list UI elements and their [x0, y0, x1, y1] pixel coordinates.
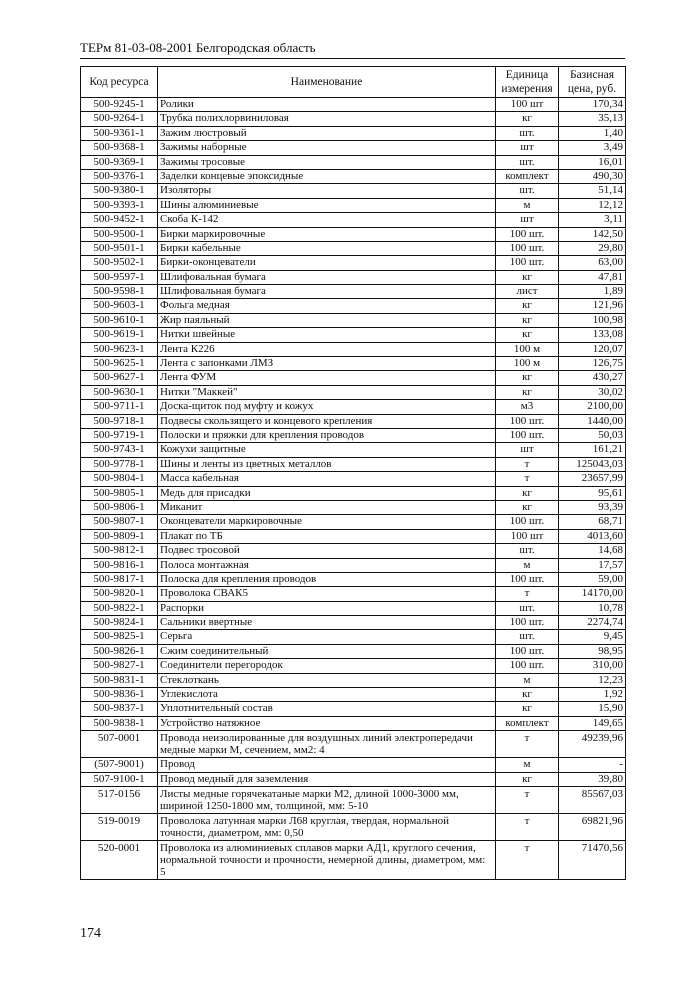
cell-code: 500-9805-1 — [81, 486, 158, 500]
cell-code: 500-9619-1 — [81, 328, 158, 342]
cell-unit: 100 шт. — [496, 572, 559, 586]
cell-name: Провод медный для заземления — [158, 772, 496, 786]
cell-code: 500-9826-1 — [81, 644, 158, 658]
cell-name: Сальники ввертные — [158, 616, 496, 630]
cell-code: 500-9368-1 — [81, 141, 158, 155]
cell-name: Зажимы наборные — [158, 141, 496, 155]
cell-price: 47,81 — [559, 270, 626, 284]
cell-name: Скоба К-142 — [158, 213, 496, 227]
cell-unit: кг — [496, 328, 559, 342]
column-header-unit — [496, 67, 559, 98]
table-row — [81, 112, 626, 126]
table-row — [81, 644, 626, 658]
cell-name: Жир паяльный — [158, 313, 496, 327]
cell-code: 500-9603-1 — [81, 299, 158, 313]
cell-price: 120,07 — [559, 342, 626, 356]
cell-name: Ролики — [158, 98, 496, 112]
table-row — [81, 515, 626, 529]
table-row — [81, 659, 626, 673]
cell-code: 519-0019 — [81, 813, 158, 840]
column-header-unit-line1: Единица — [505, 69, 549, 81]
cell-unit: шт. — [496, 126, 559, 140]
cell-code: 500-9627-1 — [81, 371, 158, 385]
table-row — [81, 342, 626, 356]
cell-name: Зажим люстровый — [158, 126, 496, 140]
cell-code: 507-0001 — [81, 731, 158, 758]
table-row — [81, 299, 626, 313]
cell-code: 500-9610-1 — [81, 313, 158, 327]
cell-name: Миканит — [158, 500, 496, 514]
cell-unit: т — [496, 813, 559, 840]
table-row — [81, 840, 626, 879]
cell-price: 9,45 — [559, 630, 626, 644]
cell-unit: шт. — [496, 630, 559, 644]
cell-name: Распорки — [158, 601, 496, 615]
cell-unit: м — [496, 758, 559, 772]
cell-code: 500-9719-1 — [81, 428, 158, 442]
cell-unit: шт — [496, 141, 559, 155]
table-row — [81, 371, 626, 385]
cell-code: 500-9501-1 — [81, 241, 158, 255]
table-row — [81, 587, 626, 601]
cell-code: 500-9817-1 — [81, 572, 158, 586]
cell-name: Проволока латунная марки Л68 круглая, твердая, нормальной точности, диаметром, мм: 0,50 — [158, 813, 496, 840]
cell-name: Полоски и пряжки для крепления проводов — [158, 428, 496, 442]
cell-unit: м — [496, 673, 559, 687]
cell-name: Трубка полихлорвиниловая — [158, 112, 496, 126]
cell-name: Шины алюминиевые — [158, 198, 496, 212]
cell-price: 1440,00 — [559, 414, 626, 428]
cell-code: 500-9264-1 — [81, 112, 158, 126]
cell-price: 100,98 — [559, 313, 626, 327]
cell-unit: кг — [496, 371, 559, 385]
cell-code: 500-9838-1 — [81, 716, 158, 730]
cell-code: 500-9743-1 — [81, 443, 158, 457]
cell-unit: 100 м — [496, 357, 559, 371]
table-row — [81, 616, 626, 630]
cell-code: 500-9809-1 — [81, 529, 158, 543]
cell-code: 520-0001 — [81, 840, 158, 879]
cell-unit: 100 шт. — [496, 241, 559, 255]
cell-price: 2274,74 — [559, 616, 626, 630]
cell-unit: шт — [496, 213, 559, 227]
cell-name: Заделки концевые эпоксидные — [158, 169, 496, 183]
cell-name: Серьга — [158, 630, 496, 644]
cell-code: 500-9820-1 — [81, 587, 158, 601]
cell-price: 142,50 — [559, 227, 626, 241]
cell-unit: шт. — [496, 601, 559, 615]
cell-price: 30,02 — [559, 385, 626, 399]
table-row — [81, 772, 626, 786]
cell-code: 500-9361-1 — [81, 126, 158, 140]
cell-name: Изоляторы — [158, 184, 496, 198]
table-row — [81, 141, 626, 155]
cell-price: 170,34 — [559, 98, 626, 112]
cell-name: Масса кабельная — [158, 472, 496, 486]
page-header: ТЕРм 81-03-08-2001 Белгородская область — [80, 40, 316, 55]
table-row — [81, 227, 626, 241]
resource-price-table — [80, 66, 626, 880]
cell-code: 500-9816-1 — [81, 558, 158, 572]
cell-name: Бирки кабельные — [158, 241, 496, 255]
cell-name: Полоска для крепления проводов — [158, 572, 496, 586]
cell-name: Плакат по ТБ — [158, 529, 496, 543]
cell-price: 310,00 — [559, 659, 626, 673]
column-header-unit-line2: измерения — [501, 83, 553, 95]
table-row — [81, 630, 626, 644]
cell-code: 500-9812-1 — [81, 544, 158, 558]
cell-price: 15,90 — [559, 702, 626, 716]
cell-price: 50,03 — [559, 428, 626, 442]
cell-unit: кг — [496, 702, 559, 716]
cell-code: 500-9804-1 — [81, 472, 158, 486]
cell-name: Соединители перегородок — [158, 659, 496, 673]
cell-name: Фольга медная — [158, 299, 496, 313]
cell-code: 500-9630-1 — [81, 385, 158, 399]
cell-code: 500-9711-1 — [81, 400, 158, 414]
table-row — [81, 673, 626, 687]
table-row — [81, 270, 626, 284]
cell-unit: 100 шт. — [496, 515, 559, 529]
cell-name: Лента с запонками ЛМЗ — [158, 357, 496, 371]
cell-code: 500-9831-1 — [81, 673, 158, 687]
cell-code: 500-9598-1 — [81, 285, 158, 299]
table-row — [81, 256, 626, 270]
cell-price: 2100,00 — [559, 400, 626, 414]
cell-name: Полоса монтажная — [158, 558, 496, 572]
table-row — [81, 126, 626, 140]
table-row — [81, 313, 626, 327]
cell-unit: комплект — [496, 716, 559, 730]
cell-unit: кг — [496, 772, 559, 786]
cell-price: 149,65 — [559, 716, 626, 730]
cell-name: Лента ФУМ — [158, 371, 496, 385]
table-row — [81, 98, 626, 112]
cell-price: 3,11 — [559, 213, 626, 227]
cell-name: Кожухи защитные — [158, 443, 496, 457]
cell-price: 14,68 — [559, 544, 626, 558]
cell-name: Шлифовальная бумага — [158, 270, 496, 284]
cell-unit: 100 шт. — [496, 616, 559, 630]
column-header-price — [559, 67, 626, 98]
table-row — [81, 241, 626, 255]
column-header-price-line2: цена, руб. — [567, 83, 617, 95]
cell-price: 1,40 — [559, 126, 626, 140]
table-row — [81, 529, 626, 543]
table-row — [81, 443, 626, 457]
cell-code: 500-9778-1 — [81, 457, 158, 471]
cell-name: Подвесы скользящего и концевого крепления — [158, 414, 496, 428]
table-row — [81, 472, 626, 486]
table-row — [81, 813, 626, 840]
table-row — [81, 169, 626, 183]
cell-name: Подвес тросовой — [158, 544, 496, 558]
cell-code: 500-9836-1 — [81, 688, 158, 702]
table-row — [81, 155, 626, 169]
cell-price: 63,00 — [559, 256, 626, 270]
cell-name: Устройство натяжное — [158, 716, 496, 730]
cell-code: 500-9824-1 — [81, 616, 158, 630]
table-row — [81, 716, 626, 730]
cell-price: 95,61 — [559, 486, 626, 500]
cell-price: 430,27 — [559, 371, 626, 385]
cell-unit: 100 м — [496, 342, 559, 356]
cell-name: Нитки "Маккей" — [158, 385, 496, 399]
cell-code: 500-9837-1 — [81, 702, 158, 716]
cell-price: - — [559, 758, 626, 772]
cell-price: 125043,03 — [559, 457, 626, 471]
cell-price: 69821,96 — [559, 813, 626, 840]
cell-unit: т — [496, 587, 559, 601]
cell-unit: 100 шт — [496, 529, 559, 543]
cell-price: 85567,03 — [559, 786, 626, 813]
cell-unit: кг — [496, 313, 559, 327]
cell-price: 71470,56 — [559, 840, 626, 879]
cell-unit: кг — [496, 500, 559, 514]
cell-name: Проволока из алюминиевых сплавов марки АД1, круглого сечения, нормальной точности и прочности, немерной длины, диаметром, мм: 5 — [158, 840, 496, 879]
table-row — [81, 414, 626, 428]
cell-unit: комплект — [496, 169, 559, 183]
cell-name: Шины и ленты из цветных металлов — [158, 457, 496, 471]
cell-code: 500-9380-1 — [81, 184, 158, 198]
cell-code: 500-9502-1 — [81, 256, 158, 270]
cell-code: 500-9625-1 — [81, 357, 158, 371]
cell-name: Бирки-оконцеватели — [158, 256, 496, 270]
cell-price: 59,00 — [559, 572, 626, 586]
cell-unit: м3 — [496, 400, 559, 414]
cell-code: 500-9376-1 — [81, 169, 158, 183]
table-header-row — [81, 67, 626, 98]
cell-code: 517-0156 — [81, 786, 158, 813]
column-header-name: Наименование — [158, 67, 496, 98]
cell-price: 35,13 — [559, 112, 626, 126]
table-row — [81, 544, 626, 558]
table-row — [81, 400, 626, 414]
cell-unit: кг — [496, 486, 559, 500]
page-number: 174 — [80, 926, 101, 941]
cell-name: Доска-щиток под муфту и кожух — [158, 400, 496, 414]
cell-unit: лист — [496, 285, 559, 299]
cell-name: Лента К226 — [158, 342, 496, 356]
table-row — [81, 702, 626, 716]
cell-unit: т — [496, 786, 559, 813]
cell-code: 500-9822-1 — [81, 601, 158, 615]
cell-price: 98,95 — [559, 644, 626, 658]
cell-unit: т — [496, 840, 559, 879]
cell-price: 16,01 — [559, 155, 626, 169]
cell-name: Листы медные горячекатаные марки М2, длиной 1000-3000 мм, шириной 1250-1800 мм, толщиной, мм: 5-10 — [158, 786, 496, 813]
cell-price: 133,08 — [559, 328, 626, 342]
table-row — [81, 328, 626, 342]
cell-unit: т — [496, 731, 559, 758]
table-row — [81, 786, 626, 813]
table-row — [81, 731, 626, 758]
cell-name: Шлифовальная бумага — [158, 285, 496, 299]
cell-code: (507-9001) — [81, 758, 158, 772]
cell-name: Провод — [158, 758, 496, 772]
cell-unit: т — [496, 457, 559, 471]
cell-price: 12,23 — [559, 673, 626, 687]
cell-unit: кг — [496, 112, 559, 126]
cell-price: 4013,60 — [559, 529, 626, 543]
cell-unit: 100 шт. — [496, 659, 559, 673]
cell-unit: кг — [496, 385, 559, 399]
cell-name: Стеклоткань — [158, 673, 496, 687]
column-header-price-line1: Базисная — [569, 69, 615, 81]
cell-price: 14170,00 — [559, 587, 626, 601]
cell-name: Оконцеватели маркировочные — [158, 515, 496, 529]
cell-unit: шт — [496, 443, 559, 457]
cell-code: 500-9718-1 — [81, 414, 158, 428]
table-row — [81, 601, 626, 615]
cell-price: 490,30 — [559, 169, 626, 183]
table-row — [81, 688, 626, 702]
cell-name: Проволока СВАК5 — [158, 587, 496, 601]
cell-name: Зажимы тросовые — [158, 155, 496, 169]
cell-unit: шт. — [496, 155, 559, 169]
cell-code: 500-9500-1 — [81, 227, 158, 241]
cell-name: Бирки маркировочные — [158, 227, 496, 241]
cell-price: 1,92 — [559, 688, 626, 702]
cell-unit: 100 шт. — [496, 227, 559, 241]
cell-unit: 100 шт. — [496, 644, 559, 658]
cell-price: 17,57 — [559, 558, 626, 572]
cell-code: 500-9807-1 — [81, 515, 158, 529]
table-row — [81, 486, 626, 500]
cell-unit: т — [496, 472, 559, 486]
table-row — [81, 428, 626, 442]
cell-unit: м — [496, 558, 559, 572]
cell-name: Уплотнительный состав — [158, 702, 496, 716]
cell-code: 500-9597-1 — [81, 270, 158, 284]
table-row — [81, 184, 626, 198]
cell-unit: м — [496, 198, 559, 212]
cell-code: 507-9100-1 — [81, 772, 158, 786]
cell-price: 68,71 — [559, 515, 626, 529]
cell-code: 500-9827-1 — [81, 659, 158, 673]
table-row — [81, 285, 626, 299]
cell-price: 23657,99 — [559, 472, 626, 486]
cell-unit: 100 шт — [496, 98, 559, 112]
cell-code: 500-9623-1 — [81, 342, 158, 356]
cell-price: 51,14 — [559, 184, 626, 198]
table-row — [81, 758, 626, 772]
table-row — [81, 500, 626, 514]
cell-code: 500-9452-1 — [81, 213, 158, 227]
cell-price: 93,39 — [559, 500, 626, 514]
cell-unit: 100 шт. — [496, 256, 559, 270]
cell-unit: 100 шт. — [496, 428, 559, 442]
cell-price: 39,80 — [559, 772, 626, 786]
header-rule — [80, 58, 625, 59]
cell-price: 29,80 — [559, 241, 626, 255]
cell-price: 10,78 — [559, 601, 626, 615]
cell-price: 49239,96 — [559, 731, 626, 758]
table-row — [81, 385, 626, 399]
cell-code: 500-9393-1 — [81, 198, 158, 212]
table-row — [81, 572, 626, 586]
cell-price: 3,49 — [559, 141, 626, 155]
cell-code: 500-9369-1 — [81, 155, 158, 169]
cell-price: 126,75 — [559, 357, 626, 371]
cell-unit: 100 шт. — [496, 414, 559, 428]
cell-name: Медь для присадки — [158, 486, 496, 500]
table-row — [81, 198, 626, 212]
cell-name: Сжим соединительный — [158, 644, 496, 658]
cell-code: 500-9825-1 — [81, 630, 158, 644]
cell-price: 121,96 — [559, 299, 626, 313]
table-row — [81, 558, 626, 572]
cell-code: 500-9806-1 — [81, 500, 158, 514]
cell-unit: шт. — [496, 184, 559, 198]
cell-name: Углекислота — [158, 688, 496, 702]
table-row — [81, 357, 626, 371]
cell-price: 12,12 — [559, 198, 626, 212]
table-row — [81, 213, 626, 227]
cell-unit: кг — [496, 299, 559, 313]
cell-unit: кг — [496, 270, 559, 284]
cell-price: 1,89 — [559, 285, 626, 299]
cell-name: Провода неизолированные для воздушных линий электропередачи медные марки М, сечением, мм2: 4 — [158, 731, 496, 758]
column-header-code: Код ресурса — [81, 67, 158, 98]
cell-name: Нитки швейные — [158, 328, 496, 342]
table-row — [81, 457, 626, 471]
cell-code: 500-9245-1 — [81, 98, 158, 112]
cell-unit: шт. — [496, 544, 559, 558]
cell-price: 161,21 — [559, 443, 626, 457]
cell-unit: кг — [496, 688, 559, 702]
